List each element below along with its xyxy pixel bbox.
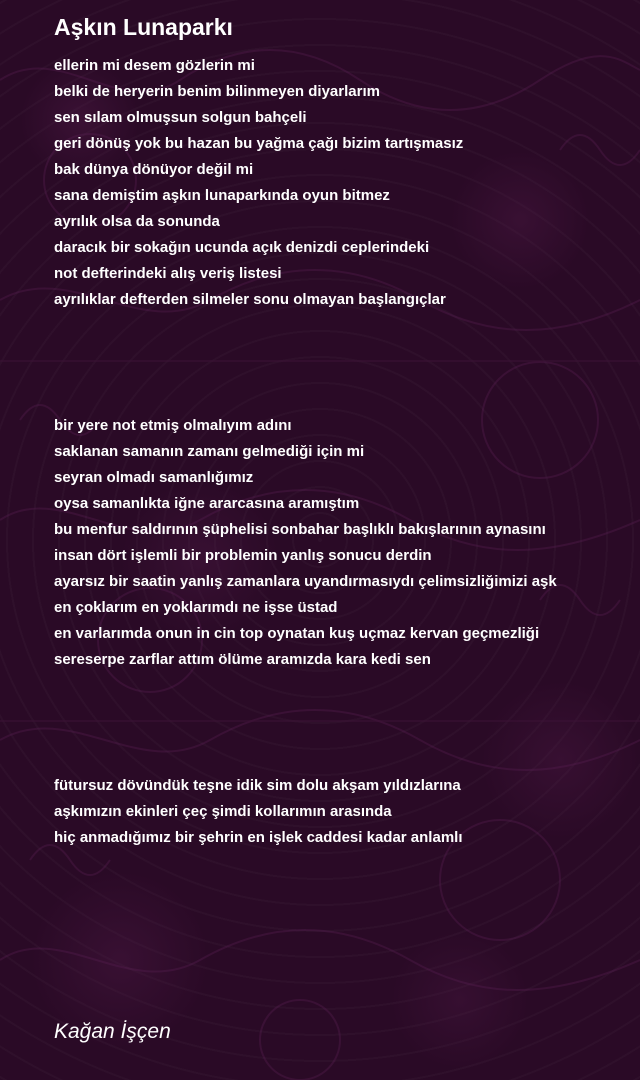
poem-line: ayrılık olsa da sonunda <box>54 213 220 230</box>
poem-line: bu menfur saldırının şüphelisi sonbahar başlıklı bakışlarının aynasını <box>54 521 546 538</box>
poem-line: geri dönüş yok bu hazan bu yağma çağı bizim tartışmasız <box>54 135 464 152</box>
poem-line: oysa samanlıkta iğne ararcasına aramıştım <box>54 495 360 512</box>
poem-line: not defterindeki alış veriş listesi <box>54 265 282 282</box>
stanza-1 <box>54 53 463 313</box>
stanza-3 <box>54 773 463 851</box>
poem-line: bak dünya dönüyor değil mi <box>54 161 254 178</box>
poem-line: sana demiştim aşkın lunaparkında oyun bitmez <box>54 187 390 204</box>
poem-line: en çoklarım en yoklarımdı ne işse üstad <box>54 599 338 616</box>
poem-line: ayarsız bir saatin yanlış zamanlara uyandırmasıydı çelimsizliğimizi aşk <box>54 573 557 590</box>
poem-line: hiç anmadığımız bir şehrin en işlek caddesi kadar anlamlı <box>54 829 463 846</box>
poem-title: Aşkın Lunaparkı <box>54 14 233 40</box>
poem-line: belki de heryerin benim bilinmeyen diyarlarım <box>54 83 380 100</box>
poem-line: daracık bir sokağın ucunda açık denizdi ceplerindeki <box>54 239 430 256</box>
poem-line: sen sılam olmuşsun solgun bahçeli <box>54 109 307 126</box>
poem-line: seyran olmadı samanlığımız <box>54 469 254 486</box>
stanza-2 <box>54 413 557 673</box>
poem-author: Kağan İşçen <box>54 1020 171 1043</box>
poem-line: en varlarımda onun in cin top oynatan kuş uçmaz kervan geçmezliği <box>54 625 540 642</box>
poem-line: sereserpe zarflar attım ölüme aramızda kara kedi sen <box>54 651 431 668</box>
poem-line: insan dört işlemli bir problemin yanlış sonucu derdin <box>54 547 432 564</box>
poem-line: fütursuz dövündük teşne idik sim dolu akşam yıldızlarına <box>54 777 461 794</box>
poem-line: aşkımızın ekinleri çeç şimdi kollarımın arasında <box>54 803 392 820</box>
poem-line: ellerin mi desem gözlerin mi <box>54 57 255 74</box>
poem-line: ayrılıklar defterden silmeler sonu olmayan başlangıçlar <box>54 291 446 308</box>
poem-line: saklanan samanın zamanı gelmediği için mi <box>54 443 365 460</box>
poem-line: bir yere not etmiş olmalıyım adını <box>54 417 292 434</box>
